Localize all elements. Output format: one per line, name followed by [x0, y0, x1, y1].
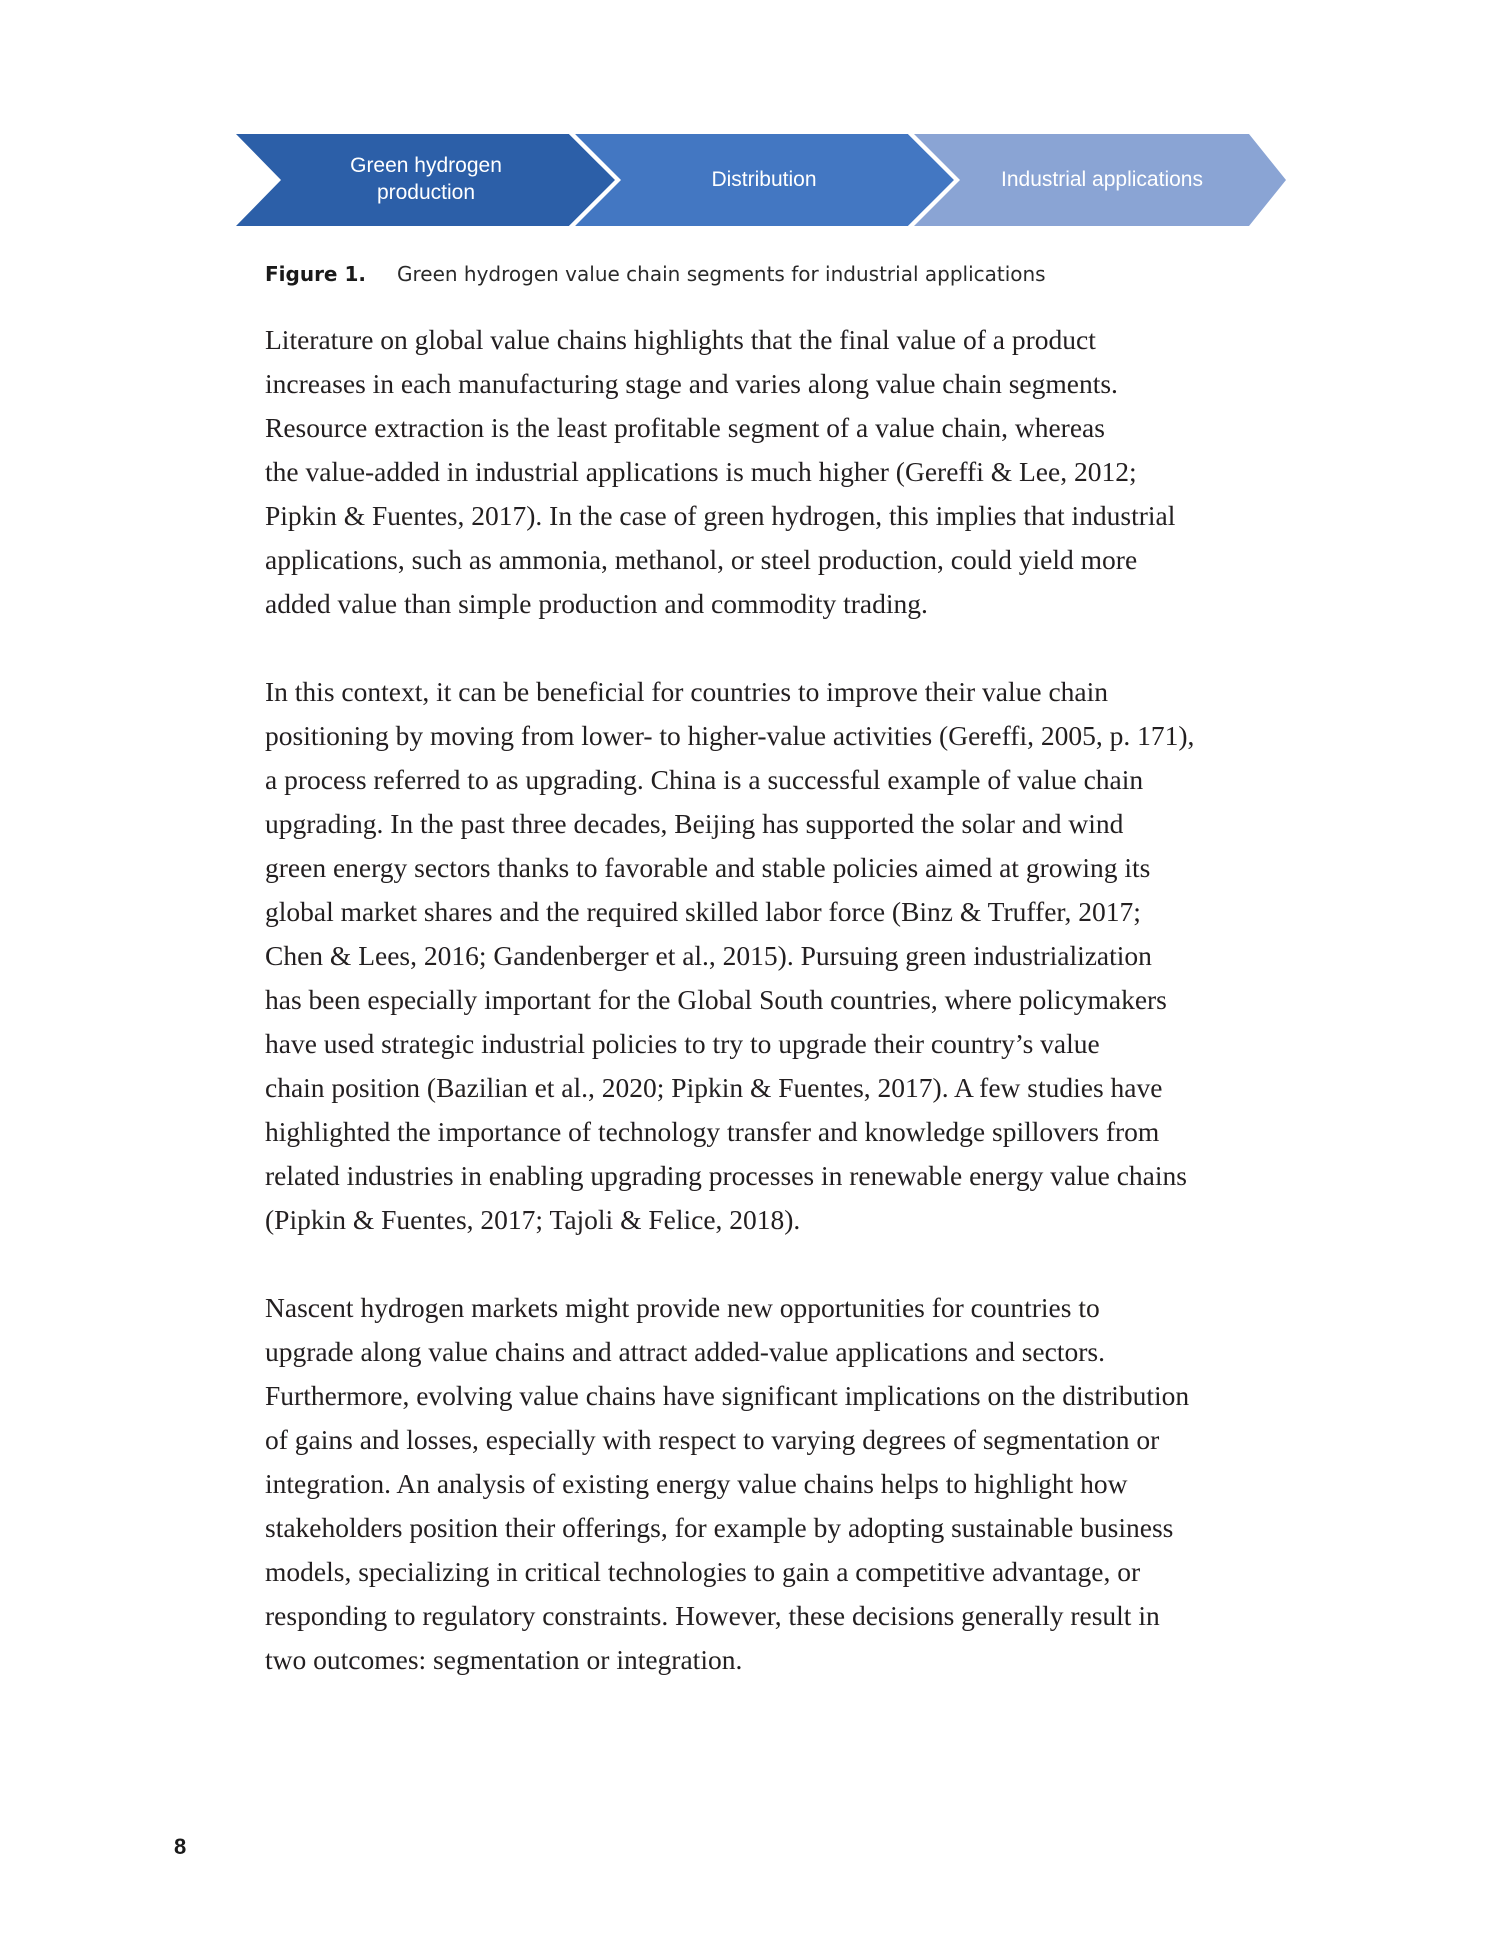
text-line: models, specializing in critical technologies to gain a competitive advantage, or — [265, 1556, 1141, 1587]
segment-1-label-line-2: production — [376, 181, 476, 204]
text-line: upgrading. In the past three decades, Beijing has supported the solar and wind — [265, 808, 1124, 839]
text-line: upgrade along value chains and attract added-value applications and sectors. — [265, 1336, 1105, 1367]
text-line: the value-added in industrial applications is much higher (Gereffi & Lee, 2012; — [265, 456, 1137, 487]
text-line: two outcomes: segmentation or integration. — [265, 1644, 743, 1675]
value-chain-figure — [236, 134, 1286, 226]
paragraph-2 — [265, 670, 1275, 1242]
text-line: Pipkin & Fuentes, 2017). In the case of green hydrogen, this implies that industrial — [265, 500, 1176, 531]
text-line: Nascent hydrogen markets might provide new opportunities for countries to — [265, 1292, 1100, 1323]
text-line: Chen & Lees, 2016; Gandenberger et al., 2015). Pursuing green industrialization — [265, 940, 1152, 971]
figure-caption — [265, 262, 1046, 286]
text-line: have used strategic industrial policies to try to upgrade their country’s value — [265, 1028, 1100, 1059]
text-line: has been especially important for the Global South countries, where policymakers — [265, 984, 1167, 1015]
paragraph-1 — [265, 318, 1275, 626]
segment-1-label-line-1: Green hydrogen — [350, 154, 502, 177]
text-line: highlighted the importance of technology transfer and knowledge spillovers from — [265, 1116, 1160, 1147]
body-text — [265, 318, 1275, 1726]
text-line: (Pipkin & Fuentes, 2017; Tajoli & Felice, 2018). — [265, 1204, 801, 1235]
text-line: responding to regulatory constraints. However, these decisions generally result in — [265, 1600, 1160, 1631]
text-line: stakeholders position their offerings, for example by adopting sustainable business — [265, 1512, 1174, 1543]
text-line: of gains and losses, especially with respect to varying degrees of segmentation or — [265, 1424, 1160, 1455]
segment-2-label: Distribution — [711, 168, 817, 191]
segment-3-label: Industrial applications — [1001, 168, 1203, 191]
text-line: In this context, it can be beneficial for countries to improve their value chain — [265, 676, 1109, 707]
text-line: global market shares and the required skilled labor force (Binz & Truffer, 2017; — [265, 896, 1141, 927]
text-line: applications, such as ammonia, methanol, or steel production, could yield more — [265, 544, 1138, 575]
text-line: chain position (Bazilian et al., 2020; Pipkin & Fuentes, 2017). A few studies have — [265, 1072, 1163, 1103]
text-line: Resource extraction is the least profitable segment of a value chain, whereas — [265, 412, 1105, 443]
text-line: Literature on global value chains highlights that the final value of a product — [265, 324, 1096, 355]
text-line: a process referred to as upgrading. China is a successful example of value chain — [265, 764, 1144, 795]
figure-caption-label: Figure 1. — [265, 262, 366, 286]
paragraph-3 — [265, 1286, 1275, 1682]
text-line: green energy sectors thanks to favorable and stable policies aimed at growing its — [265, 852, 1151, 883]
figure-caption-text: Green hydrogen value chain segments for industrial applications — [397, 262, 1046, 286]
text-line: positioning by moving from lower- to higher-value activities (Gereffi, 2005, p. 171), — [265, 720, 1195, 751]
text-line: increases in each manufacturing stage and varies along value chain segments. — [265, 368, 1118, 399]
text-line: related industries in enabling upgrading processes in renewable energy value chains — [265, 1160, 1187, 1191]
segment-green-hydrogen-production — [236, 134, 615, 226]
text-line: added value than simple production and commodity trading. — [265, 588, 928, 619]
page-number: 8 — [174, 1834, 187, 1859]
text-line: Furthermore, evolving value chains have significant implications on the distribution — [265, 1380, 1190, 1411]
text-line: integration. An analysis of existing energy value chains helps to highlight how — [265, 1468, 1128, 1499]
